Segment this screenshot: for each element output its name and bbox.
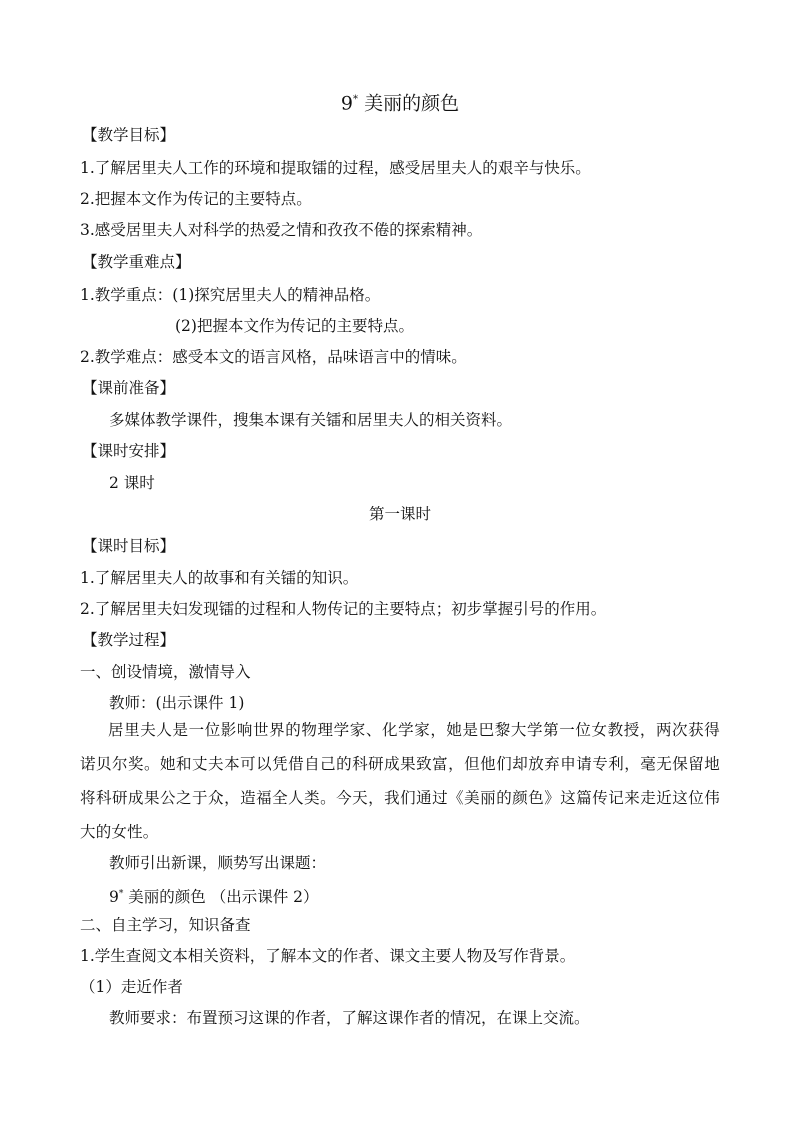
intro-paragraph: 居里夫人是一位影响世界的物理学家、化学家，她是巴黎大学第一位女教授，两次获得诺贝尔奖。她和丈夫本可以凭借自己的科研成果致富，但他们却放弃申请专利，毫无保留地将科研成果公之于众，造福全人类。今天，我们通过《美丽的颜色》这篇传记来走近这位伟大的女性。 <box>80 721 720 841</box>
key-point-2: 2.教学难点：感受本文的语言风格，品味语言中的情味。 <box>80 348 467 366</box>
lesson-title: 第一课时 <box>368 505 431 523</box>
topic-text: 美丽的颜色 （出示课件 2） <box>123 888 319 907</box>
teacher-note-2: 教师引出新课，顺势写出课题： <box>109 854 327 872</box>
study-item-1: 1.学生查阅文本相关资料，了解本文的作者、课文主要人物及写作背景。 <box>80 947 576 965</box>
document-title <box>0 88 800 115</box>
teaching-goals-heading: 【教学目标】 <box>82 126 176 144</box>
preparation-text: 多媒体教学课件，搜集本课有关镭和居里夫人的相关资料。 <box>109 411 513 429</box>
topic-line <box>109 884 800 907</box>
lesson-goal-2: 2.了解居里夫妇发现镭的过程和人物传记的主要特点；初步掌握引号的作用。 <box>80 600 607 618</box>
topic-number: 9 <box>109 888 119 907</box>
topic-star-mark: * <box>118 889 124 899</box>
key-points-heading: 【教学重难点】 <box>82 253 191 271</box>
lesson-goal-1: 1.了解居里夫人的故事和有关镭的知识。 <box>80 569 359 587</box>
teacher-note-1: 教师：(出示课件 1) <box>109 694 245 712</box>
step-1-heading: 一、创设情境，激情导入 <box>80 663 251 681</box>
key-point-1: 1.教学重点：(1)探究居里夫人的精神品格。 <box>80 286 381 304</box>
lesson-goals-heading: 【课时目标】 <box>82 537 176 555</box>
sub-item-1: （1）走近作者 <box>80 978 183 996</box>
title-number: 9 <box>340 92 354 115</box>
goal-item-1: 1.了解居里夫人工作的环境和提取镭的过程，感受居里夫人的艰辛与快乐。 <box>80 159 591 177</box>
step-2-heading: 二、自主学习，知识备查 <box>80 916 251 934</box>
preparation-heading: 【课前准备】 <box>82 379 176 397</box>
schedule-text: 2 课时 <box>109 474 155 492</box>
teaching-process-heading: 【教学过程】 <box>82 631 176 649</box>
goal-item-3: 3.感受居里夫人对科学的热爱之情和孜孜不倦的探索精神。 <box>80 221 483 239</box>
schedule-heading: 【课时安排】 <box>82 442 176 460</box>
teacher-note-3: 教师要求：布置预习这课的作者，了解这课作者的情况，在课上交流。 <box>109 1009 590 1027</box>
key-point-1b: (2)把握本文作为传记的主要特点。 <box>175 317 414 335</box>
goal-item-2: 2.把握本文作为传记的主要特点。 <box>80 190 312 208</box>
title-star-mark: * <box>353 94 359 105</box>
title-text: 美丽的颜色 <box>364 92 460 115</box>
